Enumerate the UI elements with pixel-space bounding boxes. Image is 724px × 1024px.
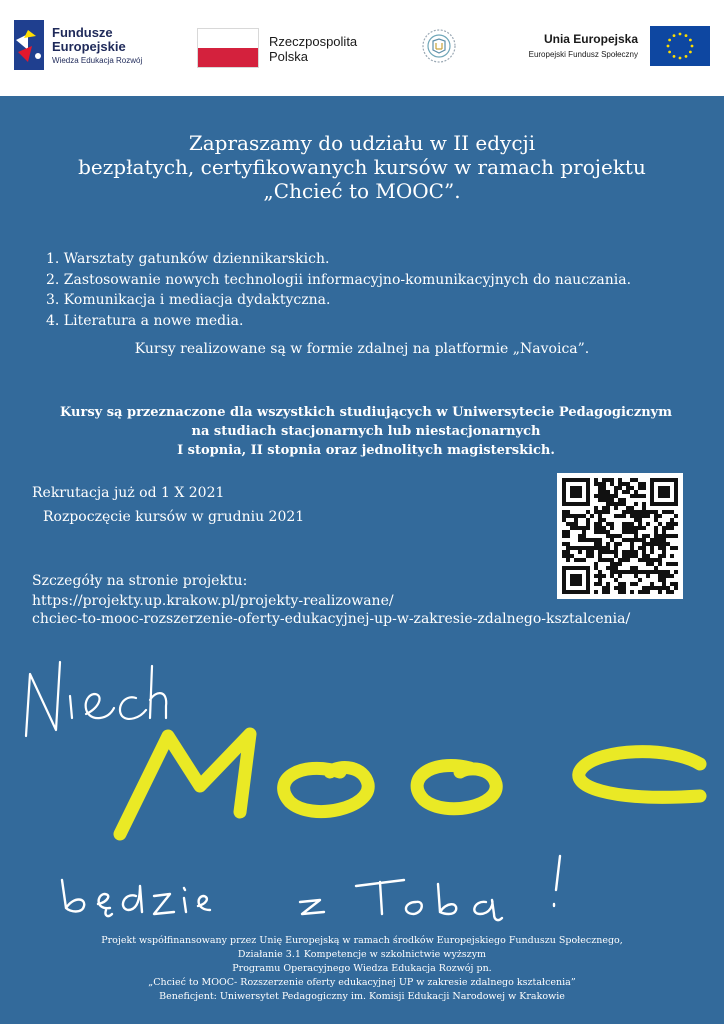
fundusze-tagline: Wiedza Edukacja Rozwój	[52, 56, 143, 65]
footer-line: Projekt współfinansowany przez Unię Europejską w ramach środków Europejskiego Funduszu Społecznego,	[101, 935, 623, 946]
fundusze-line1: Fundusze	[52, 25, 113, 40]
unia-subtitle: Europejski Fundusz Społeczny	[528, 50, 638, 59]
target-line: I stopnia, II stopnia oraz jednolitych magisterskich.	[177, 443, 555, 458]
target-line: Kursy są przeznaczone dla wszystkich studiujących w Uniwersytecie Pedagogicznym	[60, 405, 672, 420]
fundusze-europejskie-logo	[14, 20, 184, 72]
poster	[0, 96, 724, 1024]
university-emblem-icon	[421, 28, 457, 64]
platform-info: Kursy realizowane są w formie zdalnej na platformie „Navoica”.	[134, 341, 590, 357]
slogan	[0, 96, 724, 1024]
rzeczpospolita-polska-logo	[197, 28, 377, 72]
fundusze-line2: Europejskie	[52, 39, 126, 54]
slogan-bedzie-z-toba	[62, 856, 560, 920]
course-start-date: Rozpoczęcie kursów w grudniu 2021	[43, 509, 305, 525]
rzeczpospolita-line1: Rzeczpospolita	[269, 34, 358, 49]
course-item: 1. Warsztaty gatunków dziennikarskich.	[46, 251, 330, 267]
footer-line: Programu Operacyjnego Wiedza Edukacja Rozwój pn.	[232, 963, 492, 974]
headline-line: Zapraszamy do udziału w II edycji	[188, 131, 536, 155]
unia-title: Unia Europejska	[543, 32, 638, 46]
footer-line: Działanie 3.1 Kompetencje w szkolnictwie wyższym	[237, 949, 487, 960]
project-url-line1[interactable]: https://projekty.up.krakow.pl/projekty-realizowane/	[32, 593, 394, 609]
rzeczpospolita-line2: Polska	[269, 49, 309, 64]
course-item: 4. Literatura a nowe media.	[46, 312, 244, 329]
recruitment-date: Rekrutacja już od 1 X 2021	[32, 485, 225, 501]
fundusze-europejskie-icon	[14, 20, 44, 70]
headline-line: „Chcieć to MOOC”.	[263, 179, 461, 203]
eu-flag-icon	[650, 26, 710, 66]
target-line: na studiach stacjonarnych lub niestacjonarnych	[191, 424, 541, 439]
course-item: 3. Komunikacja i mediacja dydaktyczna.	[46, 292, 331, 308]
footer-funding-info	[0, 934, 724, 1004]
slogan-mooc	[120, 734, 700, 834]
course-item: 2. Zastosowanie nowych technologii informacyjno-komunikacyjnych do nauczania.	[46, 271, 632, 288]
logo-bar	[0, 0, 724, 96]
project-url-line2[interactable]: chciec-to-mooc-rozszerzenie-oferty-edukacyjnej-up-w-zakresie-zdalnego-ksztalcenia/	[32, 611, 631, 627]
details-label: Szczegóły na stronie projektu:	[32, 573, 248, 589]
footer-line: „Chcieć to MOOC- Rozszerzenie oferty edukacyjnej UP w zakresie zdalnego kształcenia”	[148, 977, 576, 988]
polish-flag-icon	[197, 28, 259, 68]
footer-line: Beneficjent: Uniwersytet Pedagogiczny im. Komisji Edukacji Narodowej w Krakowie	[159, 991, 565, 1002]
unia-europejska-logo	[508, 26, 710, 68]
slogan-niech	[26, 662, 166, 736]
headline-line: bezpłatych, certyfikowanych kursów w ramach projektu	[78, 155, 646, 179]
